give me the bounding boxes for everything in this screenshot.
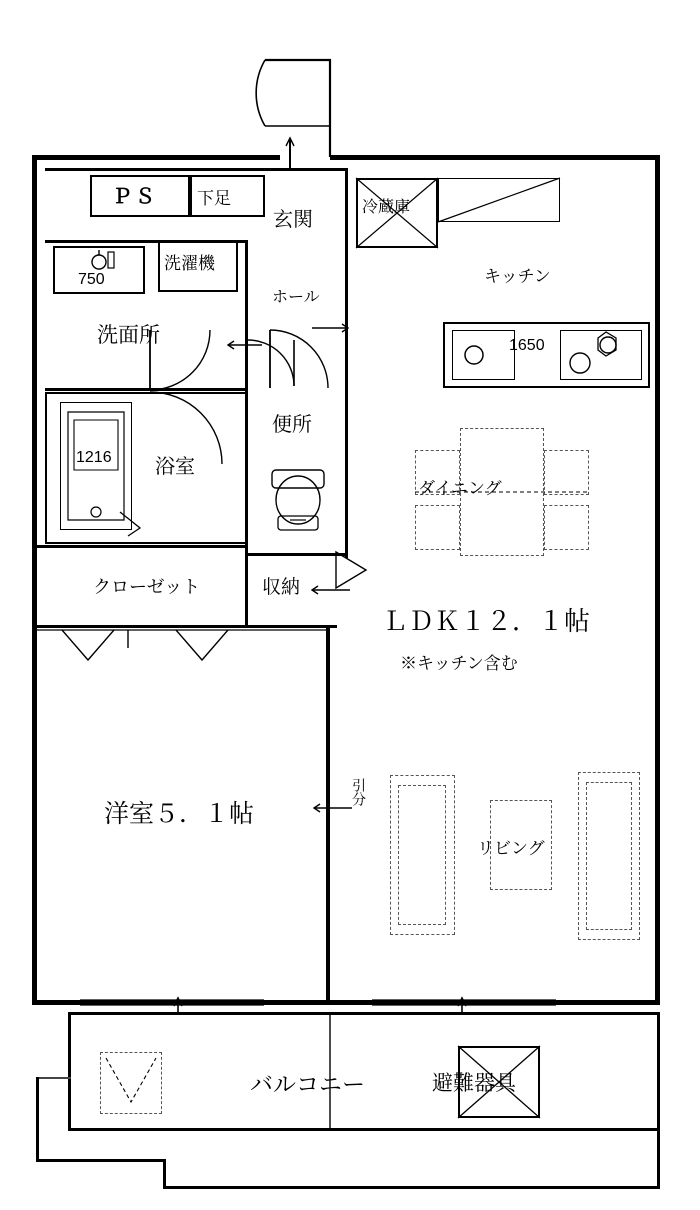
- wall-top-right: [330, 155, 660, 160]
- balcony-outer-left: [36, 1077, 39, 1162]
- balcony-rail-left: [36, 1077, 71, 1079]
- wall-top-left: [32, 155, 280, 160]
- balcony-step: [163, 1159, 166, 1189]
- dim-kitchen-width: 1650: [509, 337, 545, 354]
- living-tv-inner: [586, 782, 632, 930]
- label-sentakuki: 洗濯機: [164, 254, 215, 273]
- balcony-outer-right: [657, 1128, 660, 1189]
- wall-senmen-right: [245, 240, 248, 390]
- label-closet: クローゼット: [93, 577, 201, 597]
- balcony-right: [657, 1012, 660, 1131]
- label-senmenjo: 洗面所: [97, 324, 160, 347]
- balcony-outer-bottom: [36, 1159, 166, 1162]
- balcony-bottom: [68, 1128, 660, 1131]
- label-youshitsu: 洋室５．１帖: [104, 800, 255, 828]
- label-balcony: バルコニー: [250, 1071, 365, 1097]
- label-genkan: 玄関: [273, 209, 313, 231]
- label-dining: ダイニング: [418, 479, 502, 498]
- wall-shuunou-left: [245, 545, 248, 628]
- label-ps: ＰＳ: [112, 186, 158, 208]
- wall-closet-bottom: [37, 625, 337, 628]
- label-ldk: ＬＤＫ１２．１帖: [382, 606, 591, 636]
- wall-inner-top: [45, 168, 345, 171]
- label-benjo: 便所: [272, 414, 312, 436]
- label-hinan-kigu: 避難器具: [432, 1072, 516, 1095]
- dim-vanity-width: 750: [78, 271, 105, 288]
- wall-left-outer: [32, 155, 37, 1005]
- living-sofa-inner: [398, 785, 446, 925]
- wall-right-outer: [655, 155, 660, 1005]
- wall-toilet-left: [245, 390, 248, 555]
- wall-toilet-bottom: [245, 553, 348, 556]
- dining-chair-right2: [544, 505, 589, 550]
- label-reizouko: 冷蔵庫: [362, 199, 411, 216]
- wall-entry-right: [345, 168, 348, 558]
- label-shuunou: 収納: [262, 577, 301, 598]
- kitchen-sink: [452, 330, 515, 380]
- balcony-outer-bottom2: [163, 1186, 660, 1189]
- dim-hikiwake: 引分: [351, 778, 367, 806]
- balcony-left: [68, 1012, 71, 1131]
- wall-closet-top: [37, 545, 248, 548]
- balcony-drain-left: [100, 1052, 162, 1114]
- wall-senmen-bottom: [45, 388, 248, 391]
- dining-chair-left2: [415, 505, 460, 550]
- dining-chair-right: [544, 450, 589, 495]
- wall-room-divider: [326, 628, 330, 1003]
- wall-bottom-main: [32, 1000, 660, 1005]
- bathtub: [60, 402, 132, 530]
- label-getabako: 下足: [197, 189, 231, 208]
- upper-cabinet: [438, 178, 560, 222]
- label-kitchen: キッチン: [484, 267, 551, 286]
- balcony-top: [68, 1012, 660, 1015]
- dim-bath-size: 1216: [76, 449, 112, 466]
- label-ldk-note: ※キッチン含む: [400, 654, 518, 673]
- kitchen-stove: [560, 330, 642, 380]
- label-hall: ホール: [272, 289, 320, 306]
- label-yokushitsu: 浴室: [155, 456, 195, 478]
- label-living: リビング: [477, 839, 545, 858]
